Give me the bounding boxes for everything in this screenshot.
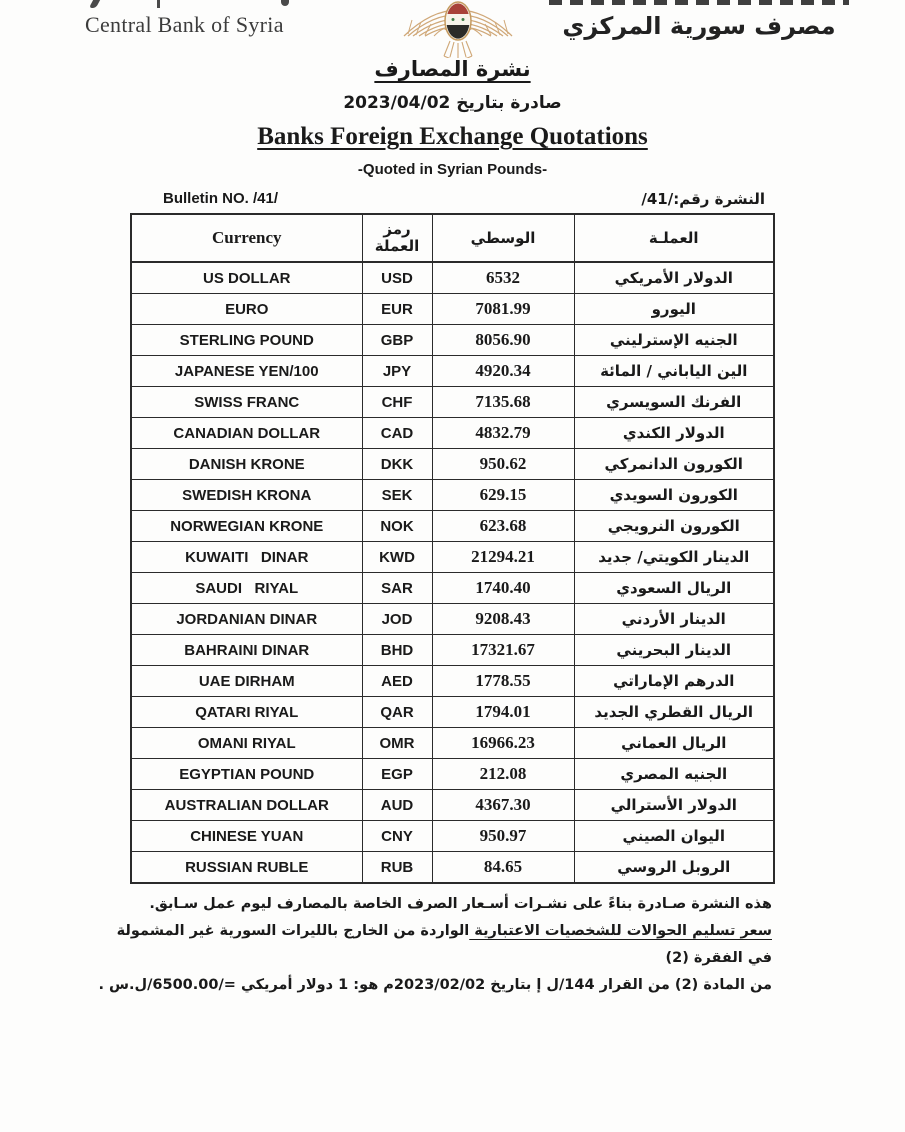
header-code-line2: العملة: [374, 237, 420, 255]
currency-code: OMR: [362, 728, 432, 759]
currency-name-en: SWEDISH KRONA: [131, 480, 362, 511]
table-row: [131, 480, 774, 511]
currency-name-en: CHINESE YUAN: [131, 821, 362, 852]
mid-rate-value: 8056.90: [432, 325, 574, 356]
footer-note-3: من المادة (2) من القرار 144/ل إ بتاريخ 2023/02/02م هو: 1 دولار أمريكي =/6500.00/ل.س .: [98, 977, 772, 993]
table-row: [131, 604, 774, 635]
currency-name-en: CANADIAN DOLLAR: [131, 418, 362, 449]
currency-code: AED: [362, 666, 432, 697]
mid-rate-value: 623.68: [432, 511, 574, 542]
bulletin-number-arabic: النشرة رقم:/41/: [641, 190, 765, 208]
bank-identity-ar: [549, 0, 849, 40]
mid-rate-value: 1778.55: [432, 666, 574, 697]
currency-name-en: SAUDI RIYAL: [131, 573, 362, 604]
footer-note-1: هذه النشرة صـادرة بناءً على نشـرات أسـعار الصرف الخاصة بالمصارف ليوم عمل سـابق.: [149, 896, 772, 912]
table-row: [131, 387, 774, 418]
subtitle-quoted-in-syrian-pounds: -Quoted in Syrian Pounds-: [357, 161, 548, 178]
currency-name-en: NORWEGIAN KRONE: [131, 511, 362, 542]
currency-name-en: RUSSIAN RUBLE: [131, 852, 362, 884]
currency-name-en: BAHRAINI DINAR: [131, 635, 362, 666]
currency-name-ar: اليوان الصيني: [574, 821, 774, 852]
mid-rate-value: 4367.30: [432, 790, 574, 821]
currency-name-ar: الدولار الأمريكي: [574, 262, 774, 294]
currency-name-en: OMANI RIYAL: [131, 728, 362, 759]
mid-rate-value: 21294.21: [432, 542, 574, 573]
currency-name-en: UAE DIRHAM: [131, 666, 362, 697]
currency-code: RUB: [362, 852, 432, 884]
currency-code: CHF: [362, 387, 432, 418]
currency-name-ar: الريال القطري الجديد: [574, 697, 774, 728]
bank-name-english: Central Bank of Syria: [85, 12, 284, 37]
table-row: [131, 666, 774, 697]
bulletin-number-english: Bulletin NO. /41/: [163, 190, 279, 207]
currency-code: DKK: [362, 449, 432, 480]
mid-rate-value: 629.15: [432, 480, 574, 511]
table-row: [131, 294, 774, 325]
table-row: [131, 821, 774, 852]
currency-code: QAR: [362, 697, 432, 728]
bulletin-title-arabic: نشرة المصارف: [374, 57, 531, 81]
table-row: [131, 542, 774, 573]
currency-name-ar: الدينار البحريني: [574, 635, 774, 666]
mid-rate-value: 84.65: [432, 852, 574, 884]
table-row: [131, 573, 774, 604]
mid-rate-value: 4832.79: [432, 418, 574, 449]
currency-name-en: AUSTRALIAN DOLLAR: [131, 790, 362, 821]
table-row: [131, 790, 774, 821]
header-currency-en: Currency: [131, 214, 362, 262]
mid-rate-value: 7135.68: [432, 387, 574, 418]
currency-code: CAD: [362, 418, 432, 449]
bulletin-number-row: [163, 188, 765, 210]
currency-code: SAR: [362, 573, 432, 604]
mid-rate-value: 16966.23: [432, 728, 574, 759]
footer-note-2-underlined: سعر تسليم الحوالات للشخصيات الاعتبارية: [469, 923, 772, 939]
table-row: [131, 852, 774, 884]
mid-rate-value: 950.97: [432, 821, 574, 852]
currency-code: JOD: [362, 604, 432, 635]
currency-code: GBP: [362, 325, 432, 356]
footer-note-2: [88, 918, 772, 972]
table-row: [131, 728, 774, 759]
currency-name-en: QATARI RIYAL: [131, 697, 362, 728]
currency-code: CNY: [362, 821, 432, 852]
mid-rate-value: 950.62: [432, 449, 574, 480]
mid-rate-value: 212.08: [432, 759, 574, 790]
currency-name-en: US DOLLAR: [131, 262, 362, 294]
table-row: [131, 511, 774, 542]
header-currency-ar: العملـة: [574, 214, 774, 262]
mid-rate-value: 9208.43: [432, 604, 574, 635]
currency-name-en: KUWAITI DINAR: [131, 542, 362, 573]
currency-name-ar: الكورون الدانمركي: [574, 449, 774, 480]
currency-name-ar: الفرنك السويسري: [574, 387, 774, 418]
currency-name-ar: الدولار الكندي: [574, 418, 774, 449]
currency-name-ar: الدينار الكويتي/ جديد: [574, 542, 774, 573]
header-currency-code-ar: [362, 214, 432, 262]
currency-code: SEK: [362, 480, 432, 511]
currency-name-en: DANISH KRONE: [131, 449, 362, 480]
currency-name-en: EURO: [131, 294, 362, 325]
currency-code: USD: [362, 262, 432, 294]
currency-name-ar: الريال العماني: [574, 728, 774, 759]
currency-name-ar: الدينار الأردني: [574, 604, 774, 635]
currency-code: BHD: [362, 635, 432, 666]
header-code-line1: رمز: [383, 220, 411, 238]
table-row: [131, 418, 774, 449]
currency-name-en: STERLING POUND: [131, 325, 362, 356]
table-row: [131, 635, 774, 666]
currency-name-en: JAPANESE YEN/100: [131, 356, 362, 387]
bank-identity-en: [85, 0, 295, 38]
currency-name-en: EGYPTIAN POUND: [131, 759, 362, 790]
syria-coat-of-arms-emblem: [398, 0, 518, 58]
currency-name-ar: الدرهم الإماراتي: [574, 666, 774, 697]
currency-name-ar: الكورون النرويجي: [574, 511, 774, 542]
footer-notes: [88, 891, 772, 999]
cropped-text-fragments-top-right: [549, 0, 849, 5]
currency-name-ar: اليورو: [574, 294, 774, 325]
mid-rate-value: 1740.40: [432, 573, 574, 604]
currency-code: EUR: [362, 294, 432, 325]
mid-rate-value: 7081.99: [432, 294, 574, 325]
currency-name-ar: الكورون السويدي: [574, 480, 774, 511]
cropped-text-fragments-top-left: [85, 0, 295, 9]
main-title-english: Banks Foreign Exchange Quotations: [257, 123, 648, 150]
currency-name-ar: الدولار الأسترالي: [574, 790, 774, 821]
currency-name-ar: الروبل الروسي: [574, 852, 774, 884]
currency-code: AUD: [362, 790, 432, 821]
currency-code: KWD: [362, 542, 432, 573]
mid-rate-value: 17321.67: [432, 635, 574, 666]
table-row: [131, 759, 774, 790]
table-row: [131, 262, 774, 294]
bank-name-arabic-calligraphy: مصرف سورية المركزي: [562, 12, 836, 40]
currency-name-ar: الجنيه المصري: [574, 759, 774, 790]
table-header-row: [131, 214, 774, 262]
currency-code: JPY: [362, 356, 432, 387]
issue-date-line: صادرة بتاريخ 2023/04/02: [343, 93, 562, 113]
currency-name-ar: الجنيه الإسترليني: [574, 325, 774, 356]
currency-code: NOK: [362, 511, 432, 542]
mid-rate-value: 4920.34: [432, 356, 574, 387]
table-row: [131, 356, 774, 387]
table-row: [131, 697, 774, 728]
currency-name-en: SWISS FRANC: [131, 387, 362, 418]
table-row: [131, 449, 774, 480]
currency-name-ar: الريال السعودي: [574, 573, 774, 604]
header-mid-rate-ar: الوسطي: [432, 214, 574, 262]
footer-note-2-rest: الواردة من الخارج بالليرات السورية غير المشمولة في الفقرة (2): [116, 923, 772, 966]
table-row: [131, 325, 774, 356]
mid-rate-value: 1794.01: [432, 697, 574, 728]
mid-rate-value: 6532: [432, 262, 574, 294]
currency-name-ar: الين الياباني / المائة: [574, 356, 774, 387]
exchange-rates-table: [130, 213, 775, 884]
currency-code: EGP: [362, 759, 432, 790]
currency-name-en: JORDANIAN DINAR: [131, 604, 362, 635]
